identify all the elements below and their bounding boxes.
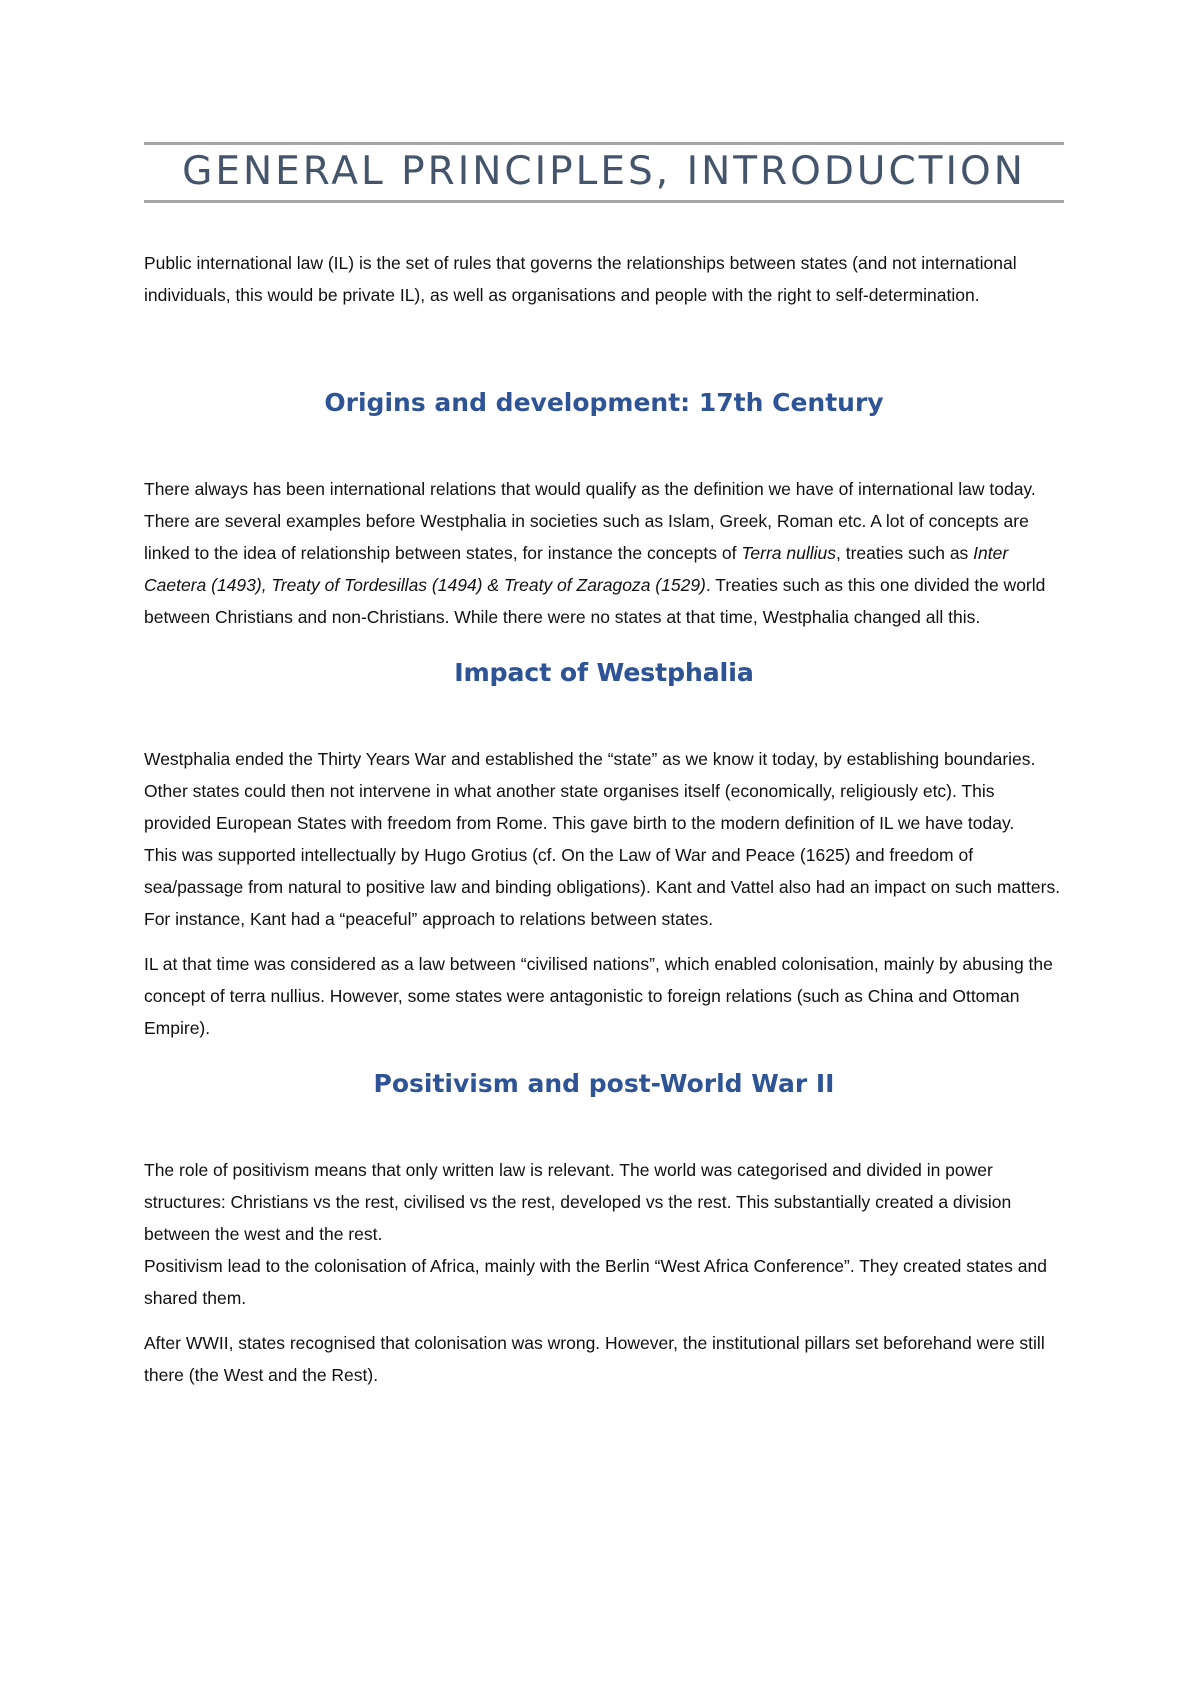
- heading-positivism: Positivism and post-World War II: [373, 1069, 835, 1098]
- westphalia-paragraph-3: IL at that time was considered as a law between “civilised nations”, which enabled colonisation, mainly by abusing the concept of terra nullius. However, some states were antagonistic to foreign relations (such as China and Ottoman Empire).: [144, 954, 1053, 1038]
- origins-text-b: , treaties such as: [836, 543, 974, 563]
- origins-text-a: There always has been international relations that would qualify as the definition we have of international law today. There are several examples before Westphalia in societies such as Islam, Greek, Roman etc. A lot of concepts are linked to the idea of relationship between states, for instance the concepts of: [144, 479, 1036, 563]
- origins-text-c: . Treaties such as this one divided the world between Christians and non-Christians. While there were no states at that time, Westphalia changed all this.: [144, 575, 1046, 627]
- title-block: [144, 142, 1064, 203]
- positivism-paragraph-3: After WWII, states recognised that colonisation was wrong. However, the institutional pillars set beforehand were still there (the West and the Rest).: [144, 1333, 1045, 1385]
- westphalia-paragraph-2: This was supported intellectually by Hugo Grotius (cf. On the Law of War and Peace (1625) and freedom of sea/passage from natural to positive law and binding obligations). Kant and Vattel also had an impact on such matters. For instance, Kant had a “peaceful” approach to relations between states.: [144, 845, 1061, 929]
- treaties-list: Inter Caetera (1493), Treaty of Tordesillas (1494) & Treaty of Zaragoza (1529): [144, 543, 1009, 595]
- document-page: [144, 142, 1064, 1391]
- origins-paragraph: [144, 473, 1064, 633]
- westphalia-paragraph-1: Westphalia ended the Thirty Years War and established the “state” as we know it today, by establishing boundaries. Other states could then not intervene in what another state organises itself (economically, religiously etc). This provided European States with freedom from Rome. This gave birth to the modern definition of IL we have today.: [144, 749, 1036, 833]
- terra-nullius-term: Terra nullius: [741, 543, 837, 563]
- intro-paragraph: Public international law (IL) is the set of rules that governs the relationships between states (and not international individuals, this would be private IL), as well as organisations and people with the right to self-determination.: [144, 253, 1017, 305]
- heading-origins: Origins and development: 17th Century: [324, 388, 884, 417]
- positivism-paragraph-2: Positivism lead to the colonisation of Africa, mainly with the Berlin “West Africa Conference”. They created states and shared them.: [144, 1256, 1047, 1308]
- heading-westphalia: Impact of Westphalia: [454, 658, 754, 687]
- positivism-paragraph-1: The role of positivism means that only written law is relevant. The world was categorised and divided in power structures: Christians vs the rest, civilised vs the rest, developed vs the rest. This substantially created a division between the west and the rest.: [144, 1160, 1012, 1244]
- document-title: GENERAL PRINCIPLES, INTRODUCTION: [182, 149, 1026, 194]
